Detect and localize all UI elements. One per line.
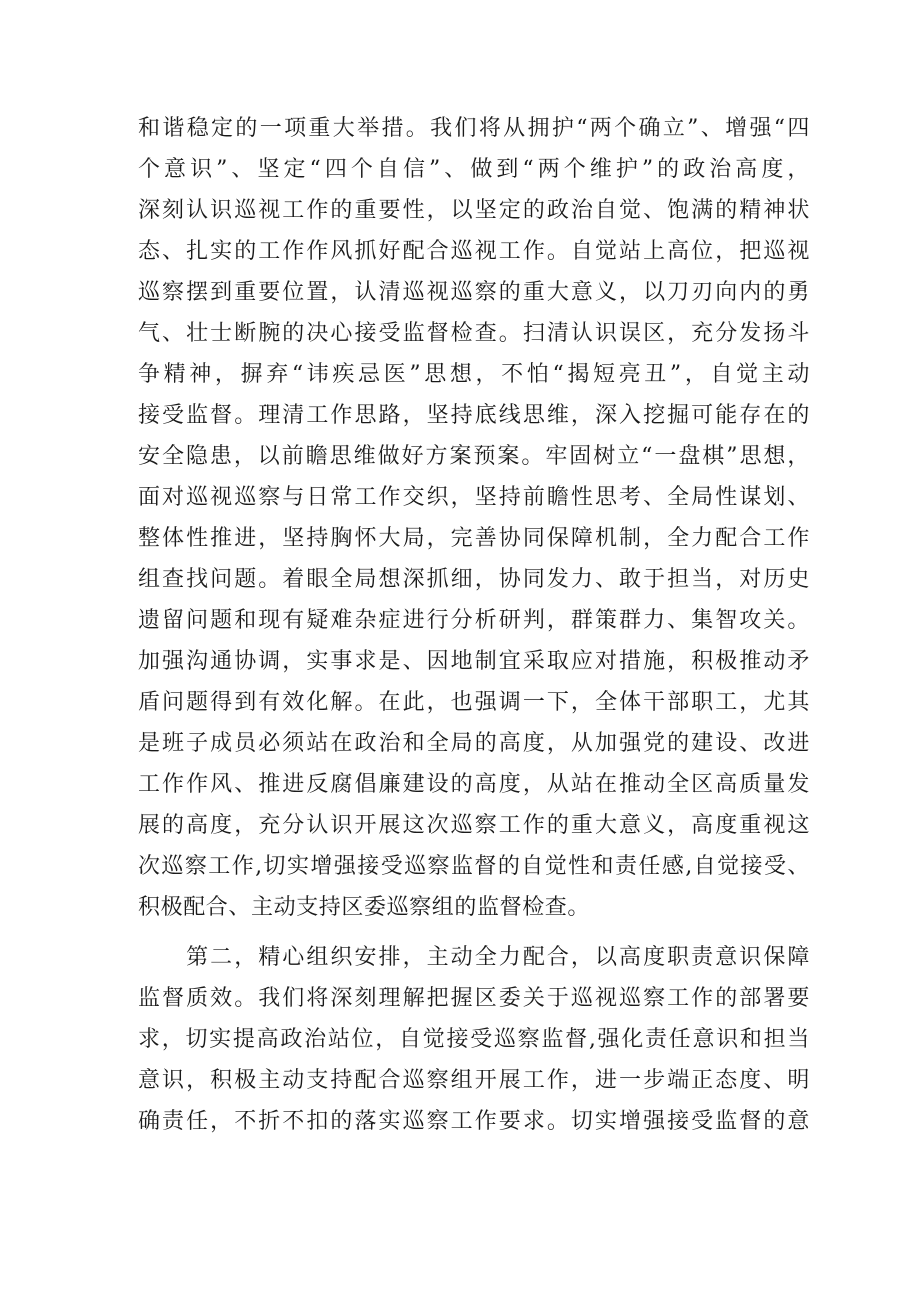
text-line: 气、壮士断腕的决心接受监督检查。扫清认识误区，充分发扬斗: [138, 321, 810, 346]
text-line: 加强沟通协调，实事求是、因地制宜采取应对措施，积极推动矛: [138, 649, 810, 674]
text-line: 接受监督。理清工作思路，坚持底线思维，深入挖掘可能存在的: [138, 403, 810, 428]
text-line: 安全隐患，以前瞻思维做好方案预案。牢固树立“一盘棋”思想，: [138, 444, 810, 469]
text-line: 和谐稳定的一项重大举措。我们将从拥护“两个确立”、增强“四: [138, 116, 810, 141]
text-line: 第二，精心组织安排，主动全力配合，以高度职责意识保障: [138, 945, 810, 970]
text-line: 意识，积极主动支持配合巡察组开展工作，进一步端正态度、明: [138, 1068, 810, 1093]
text-line: 展的高度，充分认识开展这次巡察工作的重大意义，高度重视这: [138, 813, 810, 838]
text-line: 求，切实提高政治站位，自觉接受巡察监督,强化责任意识和担当: [138, 1027, 810, 1052]
text-line: 个意识”、坚定“四个自信”、做到“两个维护”的政治高度，: [138, 157, 810, 182]
text-line: 盾问题得到有效化解。在此，也强调一下，全体干部职工，尤其: [138, 690, 810, 715]
paragraph-1: [138, 108, 810, 928]
text-line: 工作作风、推进反腐倡廉建设的高度，从站在推动全区高质量发: [138, 772, 810, 797]
text-line: 积极配合、主动支持区委巡察组的监督检查。: [138, 895, 591, 920]
text-line: 态、扎实的工作作风抓好配合巡视工作。自觉站上高位，把巡视: [138, 239, 810, 264]
paragraph-gap: [138, 928, 810, 937]
text-line: 监督质效。我们将深刻理解把握区委关于巡视巡察工作的部署要: [138, 986, 810, 1011]
text-line: 确责任，不折不扣的落实巡察工作要求。切实增强接受监督的意: [138, 1109, 810, 1134]
text-line: 遗留问题和现有疑难杂症进行分析研判，群策群力、集智攻关。: [138, 608, 810, 633]
text-line: 次巡察工作,切实增强接受巡察监督的自觉性和责任感,自觉接受、: [138, 854, 810, 879]
document-page: [138, 108, 810, 1142]
paragraph-2: [138, 937, 810, 1142]
text-line: 整体性推进，坚持胸怀大局，完善协同保障机制，全力配合工作: [138, 526, 810, 551]
text-line: 是班子成员必须站在政治和全局的高度，从加强党的建设、改进: [138, 731, 810, 756]
text-line: 深刻认识巡视工作的重要性，以坚定的政治自觉、饱满的精神状: [138, 198, 810, 223]
text-line: 面对巡视巡察与日常工作交织，坚持前瞻性思考、全局性谋划、: [138, 485, 810, 510]
text-line: 争精神，摒弃“讳疾忌医”思想，不怕“揭短亮丑”，自觉主动: [138, 362, 810, 387]
text-line: 组查找问题。着眼全局想深抓细，协同发力、敢于担当，对历史: [138, 567, 810, 592]
text-line: 巡察摆到重要位置，认清巡视巡察的重大意义，以刀刃向内的勇: [138, 280, 810, 305]
